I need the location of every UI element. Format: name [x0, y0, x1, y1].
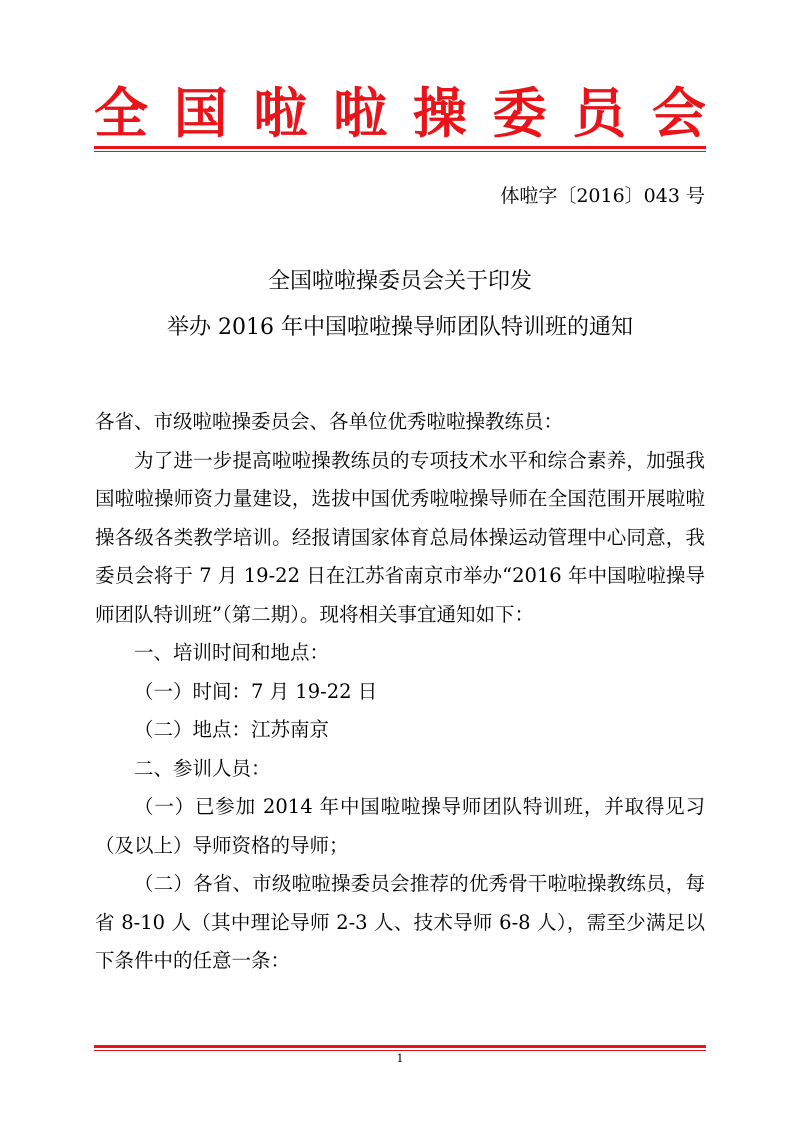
body-paragraph: （一）时间：7 月 19-22 日 — [134, 679, 378, 703]
document-number: 体啦字〔2016〕043 号 — [500, 185, 705, 207]
masthead-char: 啦 — [253, 81, 308, 145]
document-body — [95, 403, 705, 981]
header-divider-thick — [94, 146, 706, 149]
masthead-char: 操 — [412, 81, 467, 145]
body-paragraph: （一）已参加 2014 年中国啦啦操导师团队特训班，并取得见习（及以上）导师资格的导师； — [95, 795, 705, 857]
masthead-char: 委 — [492, 81, 547, 145]
body-paragraph: 一、培训时间和地点： — [134, 641, 330, 664]
footer-divider-thin — [94, 1050, 706, 1051]
masthead-char: 全 — [94, 81, 148, 145]
masthead-char: 会 — [651, 81, 706, 145]
body-paragraph: 各省、市级啦啦操委员会、各单位优秀啦啦操教练员： — [95, 410, 564, 433]
title-line-1: 全国啦啦操委员会关于印发 — [267, 269, 532, 294]
page-number: 1 — [396, 1052, 404, 1065]
masthead-char: 员 — [572, 81, 627, 145]
body-paragraph: 为了进一步提高啦啦操教练员的专项技术水平和综合素养，加强我国啦啦操师资力量建设，选拔中国优秀啦啦操导师在全国范围开展啦啦操各级各类教学培训。经报请国家体育总局体操运动管理中心同意，我委员会将于 7 月 19-22 日在江苏省南京市举办“2016 年中国啦啦操导师团队特训班”（第二期）。现将相关事宜通知如下： — [95, 448, 705, 626]
body-paragraph: 二、参训人员： — [134, 756, 271, 780]
masthead-char: 啦 — [333, 81, 388, 145]
footer-divider-thick — [94, 1045, 706, 1048]
body-paragraph: （二）地点：江苏南京 — [134, 718, 330, 741]
masthead — [94, 82, 706, 144]
masthead-char: 国 — [173, 81, 228, 145]
body-paragraph: （二）各省、市级啦啦操委员会推荐的优秀骨干啦啦操教练员，每省 8-10 人（其中理论导师 2-3 人、技术导师 6-8 人），需至少满足以下条件中的任意一条： — [95, 872, 705, 972]
title-line-2: 举办 2016 年中国啦啦操导师团队特训班的通知 — [167, 315, 633, 340]
header-divider-thin — [94, 151, 706, 152]
